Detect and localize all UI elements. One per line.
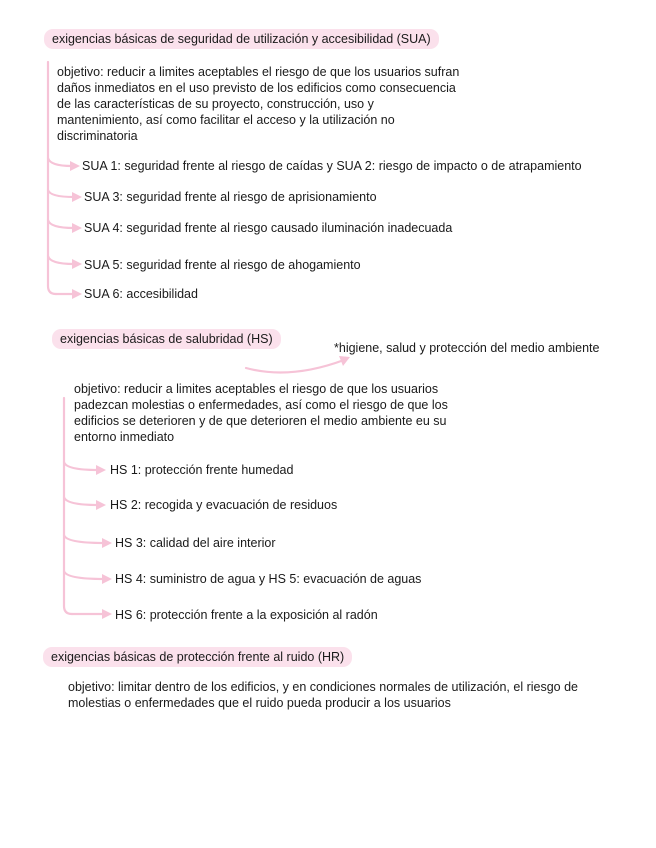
hs-note: *higiene, salud y protección del medio ambiente: [334, 341, 600, 355]
sua-heading: exigencias básicas de seguridad de utilización y accesibilidad (SUA): [44, 29, 439, 49]
sua-item-5: SUA 6: accesibilidad: [84, 287, 198, 301]
hr-objective: objetivo: limitar dentro de los edificios, y en condiciones normales de utilización, el riesgo de molestias o enfermedades que el ruido pueda producir a los usuarios: [68, 680, 578, 710]
sua-item-4: SUA 5: seguridad frente al riesgo de ahogamiento: [84, 258, 361, 272]
hs-objective: objetivo: reducir a limites aceptables el riesgo de que los usuarios padezcan molestias o enfermedades, así como el riesgo de que los edificios se deterioren y de que deterioren el medio ambiente eu su entorno inmediato: [74, 382, 448, 444]
sua-item-2: SUA 3: seguridad frente al riesgo de aprisionamiento: [84, 190, 377, 204]
hs-item-5: HS 6: protección frente a la exposición al radón: [115, 608, 378, 622]
sua-objective: objetivo: reducir a limites aceptables el riesgo de que los usuarios sufran daños inmediatos en el uso previsto de los edificios como consecuencia de las características de su proyecto, construcción, uso y mantenimiento, así como facilitar el acceso y la utilización no discriminatoria: [57, 65, 460, 143]
hs-item-2: HS 2: recogida y evacuación de residuos: [110, 498, 338, 512]
sua-item-1: SUA 1: seguridad frente al riesgo de caídas y SUA 2: riesgo de impacto o de atrapamiento: [82, 159, 582, 173]
hr-heading: exigencias básicas de protección frente al ruido (HR): [43, 647, 352, 667]
hs-item-1: HS 1: protección frente humedad: [110, 463, 294, 477]
hs-item-3: HS 3: calidad del aire interior: [115, 536, 276, 550]
hs-heading: exigencias básicas de salubridad (HS): [52, 329, 281, 349]
hs-item-4: HS 4: suministro de agua y HS 5: evacuación de aguas: [115, 572, 422, 586]
sua-item-3: SUA 4: seguridad frente al riesgo causado iluminación inadecuada: [84, 221, 453, 235]
